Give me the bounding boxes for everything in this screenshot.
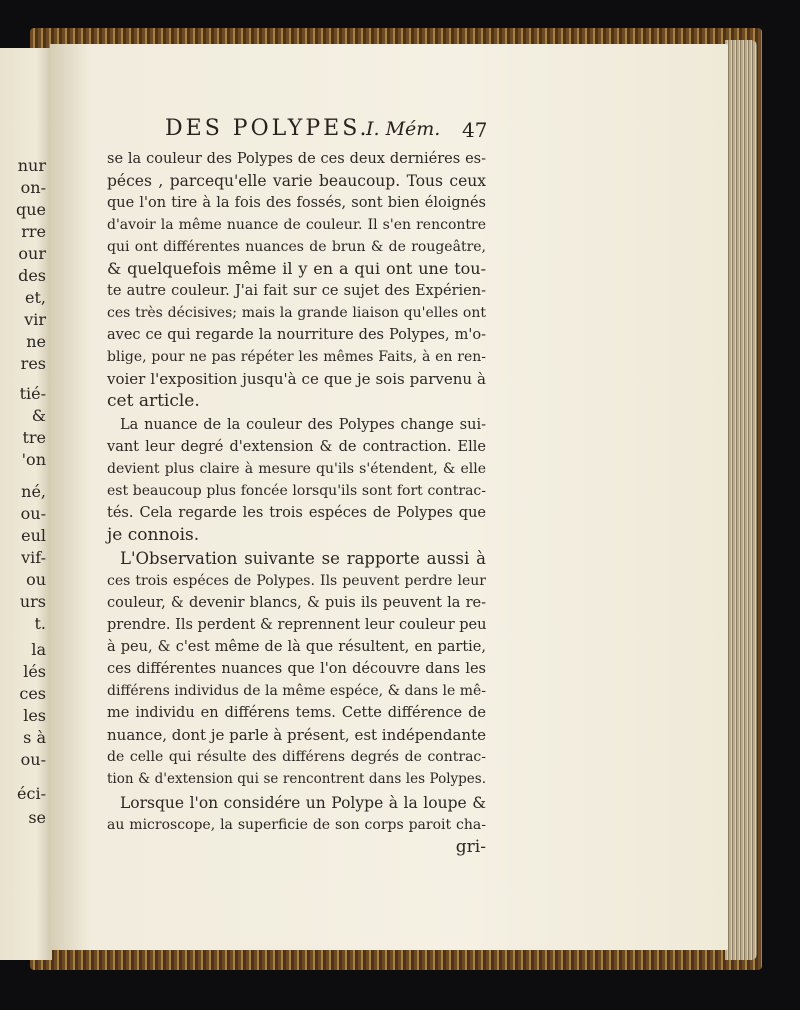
left-fragment: lés — [23, 662, 46, 681]
text-line: tion & d'extension qui se rencontrent dans les Polypes. — [107, 771, 486, 787]
text-line: me individu en différens tems. Cette différence de — [107, 705, 486, 721]
running-head-memoir: I. Mém. — [366, 118, 441, 140]
text-line: que l'on tire à la fois des fossés, sont bien éloignés — [107, 195, 486, 211]
text-line: avec ce qui regarde la nourriture des Polypes, m'o- — [107, 327, 486, 343]
text-line: d'avoir la même nuance de couleur. Il s'en rencontre — [107, 217, 486, 233]
left-fragment: urs — [19, 592, 46, 611]
text-line: couleur, & devenir blancs, & puis ils peuvent la re- — [107, 595, 486, 611]
text-line: qui ont différentes nuances de brun & de rougeâtre, — [107, 239, 486, 255]
left-fragment: res — [20, 354, 46, 373]
text-line: à peu, & c'est même de là que résultent, en partie, — [107, 639, 486, 655]
text-line: ces trois espéces de Polypes. Ils peuvent perdre leur — [107, 573, 486, 589]
left-fragment: our — [18, 244, 46, 263]
catchword: gri- — [455, 837, 486, 857]
running-head-title: DES POLYPES. — [165, 116, 370, 141]
left-fragment: nur — [17, 156, 46, 175]
left-fragment: ou — [26, 570, 46, 589]
text-line: je connois. — [107, 525, 200, 545]
left-fragment: tre — [22, 428, 46, 447]
running-head — [0, 112, 800, 142]
text-line: & quelquefois même il y en a qui ont une tou- — [107, 259, 486, 278]
text-line: nuance, dont je parle à présent, est indépendante — [107, 726, 486, 744]
text-line: vant leur degré d'extension & de contraction. Elle — [107, 439, 486, 455]
left-fragment: & — [31, 406, 46, 425]
left-fragment: la — [31, 640, 46, 659]
left-fragment: rre — [21, 222, 46, 241]
text-line: se la couleur des Polypes de ces deux derniéres es- — [107, 151, 486, 167]
text-line: Lorsque l'on considére un Polype à la loupe & — [120, 794, 486, 812]
text-line: différens individus de la même espéce, & dans le mê- — [107, 683, 486, 699]
left-facing-page — [0, 48, 52, 960]
text-line: ces différentes nuances que l'on découvre dans les — [107, 661, 486, 677]
left-fragment: vir — [24, 310, 46, 329]
left-fragment: que — [15, 200, 46, 219]
text-line: de celle qui résulte des différens degrés de contrac- — [107, 749, 486, 765]
text-line: devient plus claire à mesure qu'ils s'étendent, & elle — [107, 461, 486, 477]
left-fragment: ne — [26, 332, 46, 351]
text-line: blige, pour ne pas répéter les mêmes Faits, à en ren- — [107, 349, 486, 365]
left-fragment: eul — [21, 526, 46, 545]
text-line: ces très décisives; mais la grande liaison qu'elles ont — [107, 305, 486, 321]
left-fragment: né, — [21, 482, 46, 501]
page-number: 47 — [462, 118, 488, 142]
text-line: tés. Cela regarde les trois espéces de Polypes que — [107, 505, 486, 521]
text-line: voier l'exposition jusqu'à ce que je sois parvenu à — [107, 370, 486, 388]
left-fragment: ou- — [20, 504, 46, 523]
left-fragment: ces — [19, 684, 46, 703]
text-line: péces , parcequ'elle varie beaucoup. Tous ceux — [107, 172, 486, 190]
left-fragment: vif- — [21, 548, 46, 567]
left-fragment: ou- — [20, 750, 46, 769]
text-line: est beaucoup plus foncée lorsqu'ils sont fort contrac- — [107, 483, 486, 499]
left-fragment: et, — [25, 288, 46, 307]
left-fragment: on- — [20, 178, 46, 197]
text-line: prendre. Ils perdent & reprennent leur couleur peu — [107, 617, 487, 633]
left-fragment: 'on — [21, 450, 46, 469]
page-fore-edge — [725, 40, 757, 960]
text-line: L'Observation suivante se rapporte aussi à — [120, 549, 486, 568]
text-line: au microscope, la superficie de son corps paroit cha- — [107, 817, 486, 833]
left-fragment: des — [18, 266, 46, 285]
text-line: te autre couleur. J'ai fait sur ce sujet des Expérien- — [107, 283, 486, 299]
left-fragment: tié- — [19, 384, 46, 403]
left-fragment: se — [28, 808, 46, 827]
text-line: cet article. — [107, 391, 200, 411]
left-fragment: s à — [23, 728, 46, 747]
left-fragment: t. — [34, 614, 46, 633]
left-fragment: les — [23, 706, 46, 725]
left-fragment: éci- — [17, 784, 46, 803]
text-line: La nuance de la couleur des Polypes change sui- — [120, 417, 486, 433]
